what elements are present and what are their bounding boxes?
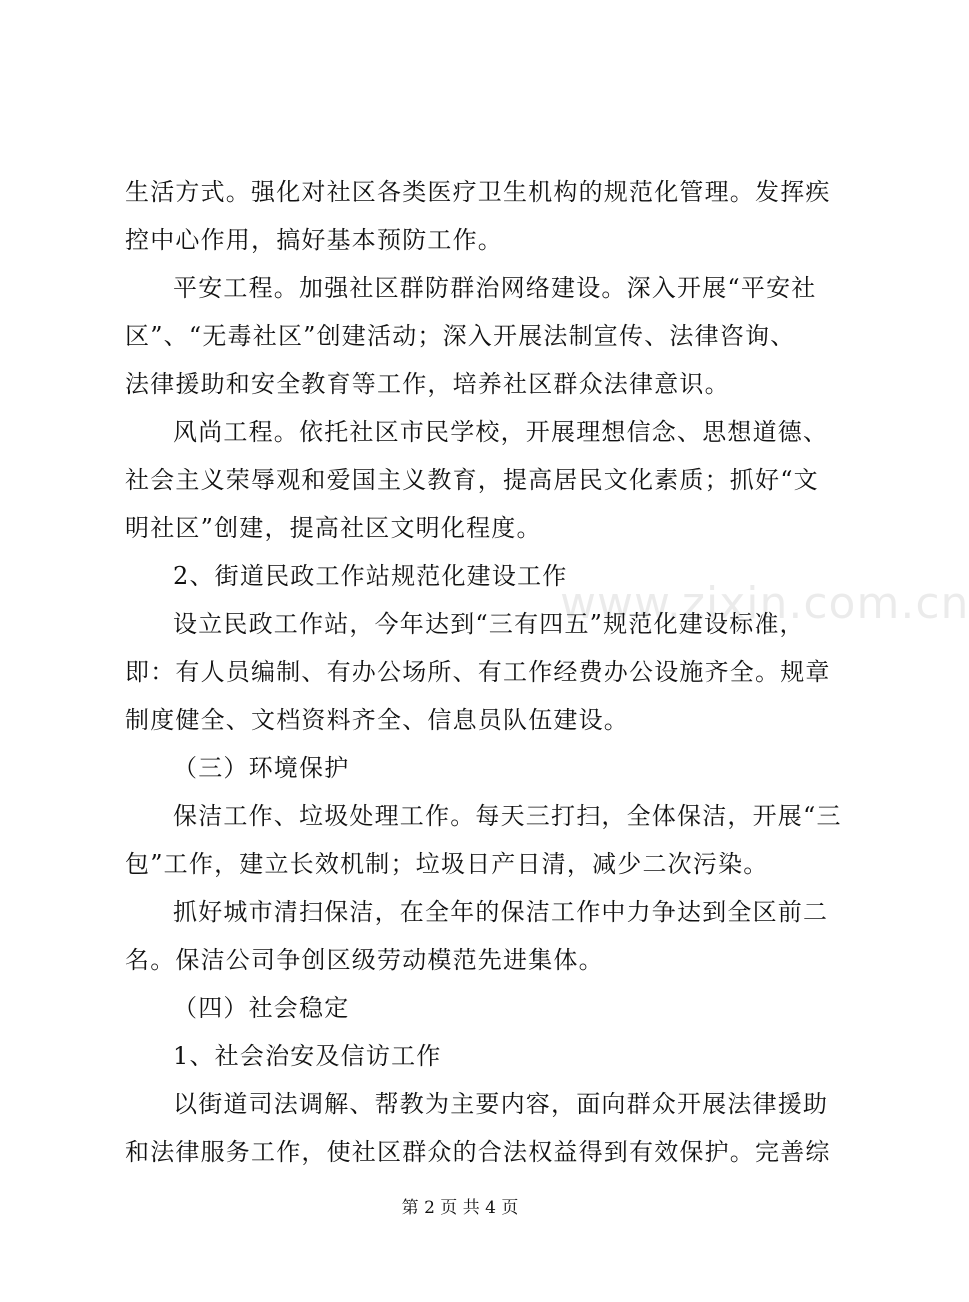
text-line: 社会主义荣辱观和爱国主义教育，提高居民文化素质；抓好“文 [125,466,819,494]
text-line: 控中心作用，搞好基本预防工作。 [125,226,503,254]
text-line: 以街道司法调解、帮教为主要内容，面向群众开展法律援助 [173,1090,829,1118]
text-line: 区”、“无毒社区”创建活动；深入开展法制宣传、法律咨询、 [125,322,796,350]
section-heading: （三）环境保护 [173,754,350,782]
text-line: 法律援助和安全教育等工作，培养社区群众法律意识。 [125,370,730,398]
text-line: 和法律服务工作，使社区群众的合法权益得到有效保护。完善综 [125,1138,831,1166]
text-line: 保洁工作、垃圾处理工作。每天三打扫，全体保洁，开展“三 [173,802,842,830]
section-heading: （四）社会稳定 [173,994,350,1022]
watermark: www.zixin.com.cn [560,578,969,629]
section-heading: 2、街道民政工作站规范化建设工作 [173,562,568,590]
text-line: 包”工作，建立长效机制；垃圾日产日清，减少二次污染。 [125,850,769,878]
text-line: 平安工程。加强社区群防群治网络建设。深入开展“平安社 [173,274,817,302]
section-heading: 1、社会治安及信访工作 [173,1042,442,1070]
text-line: 即：有人员编制、有办公场所、有工作经费办公设施齐全。规章 [125,658,831,686]
text-line: 生活方式。强化对社区各类医疗卫生机构的规范化管理。发挥疾 [125,178,831,206]
page-footer: 第 2 页 共 4 页 [401,1198,519,1218]
text-line: 名。保洁公司争创区级劳动模范先进集体。 [125,946,604,974]
text-line: 抓好城市清扫保洁，在全年的保洁工作中力争达到全区前二 [173,898,829,926]
text-line: 明社区”创建，提高社区文明化程度。 [125,514,542,542]
text-line: 设立民政工作站，今年达到“三有四五”规范化建设标准， [173,610,805,638]
text-line: 风尚工程。依托社区市民学校，开展理想信念、思想道德、 [173,418,829,446]
text-line: 制度健全、文档资料齐全、信息员队伍建设。 [125,706,629,734]
